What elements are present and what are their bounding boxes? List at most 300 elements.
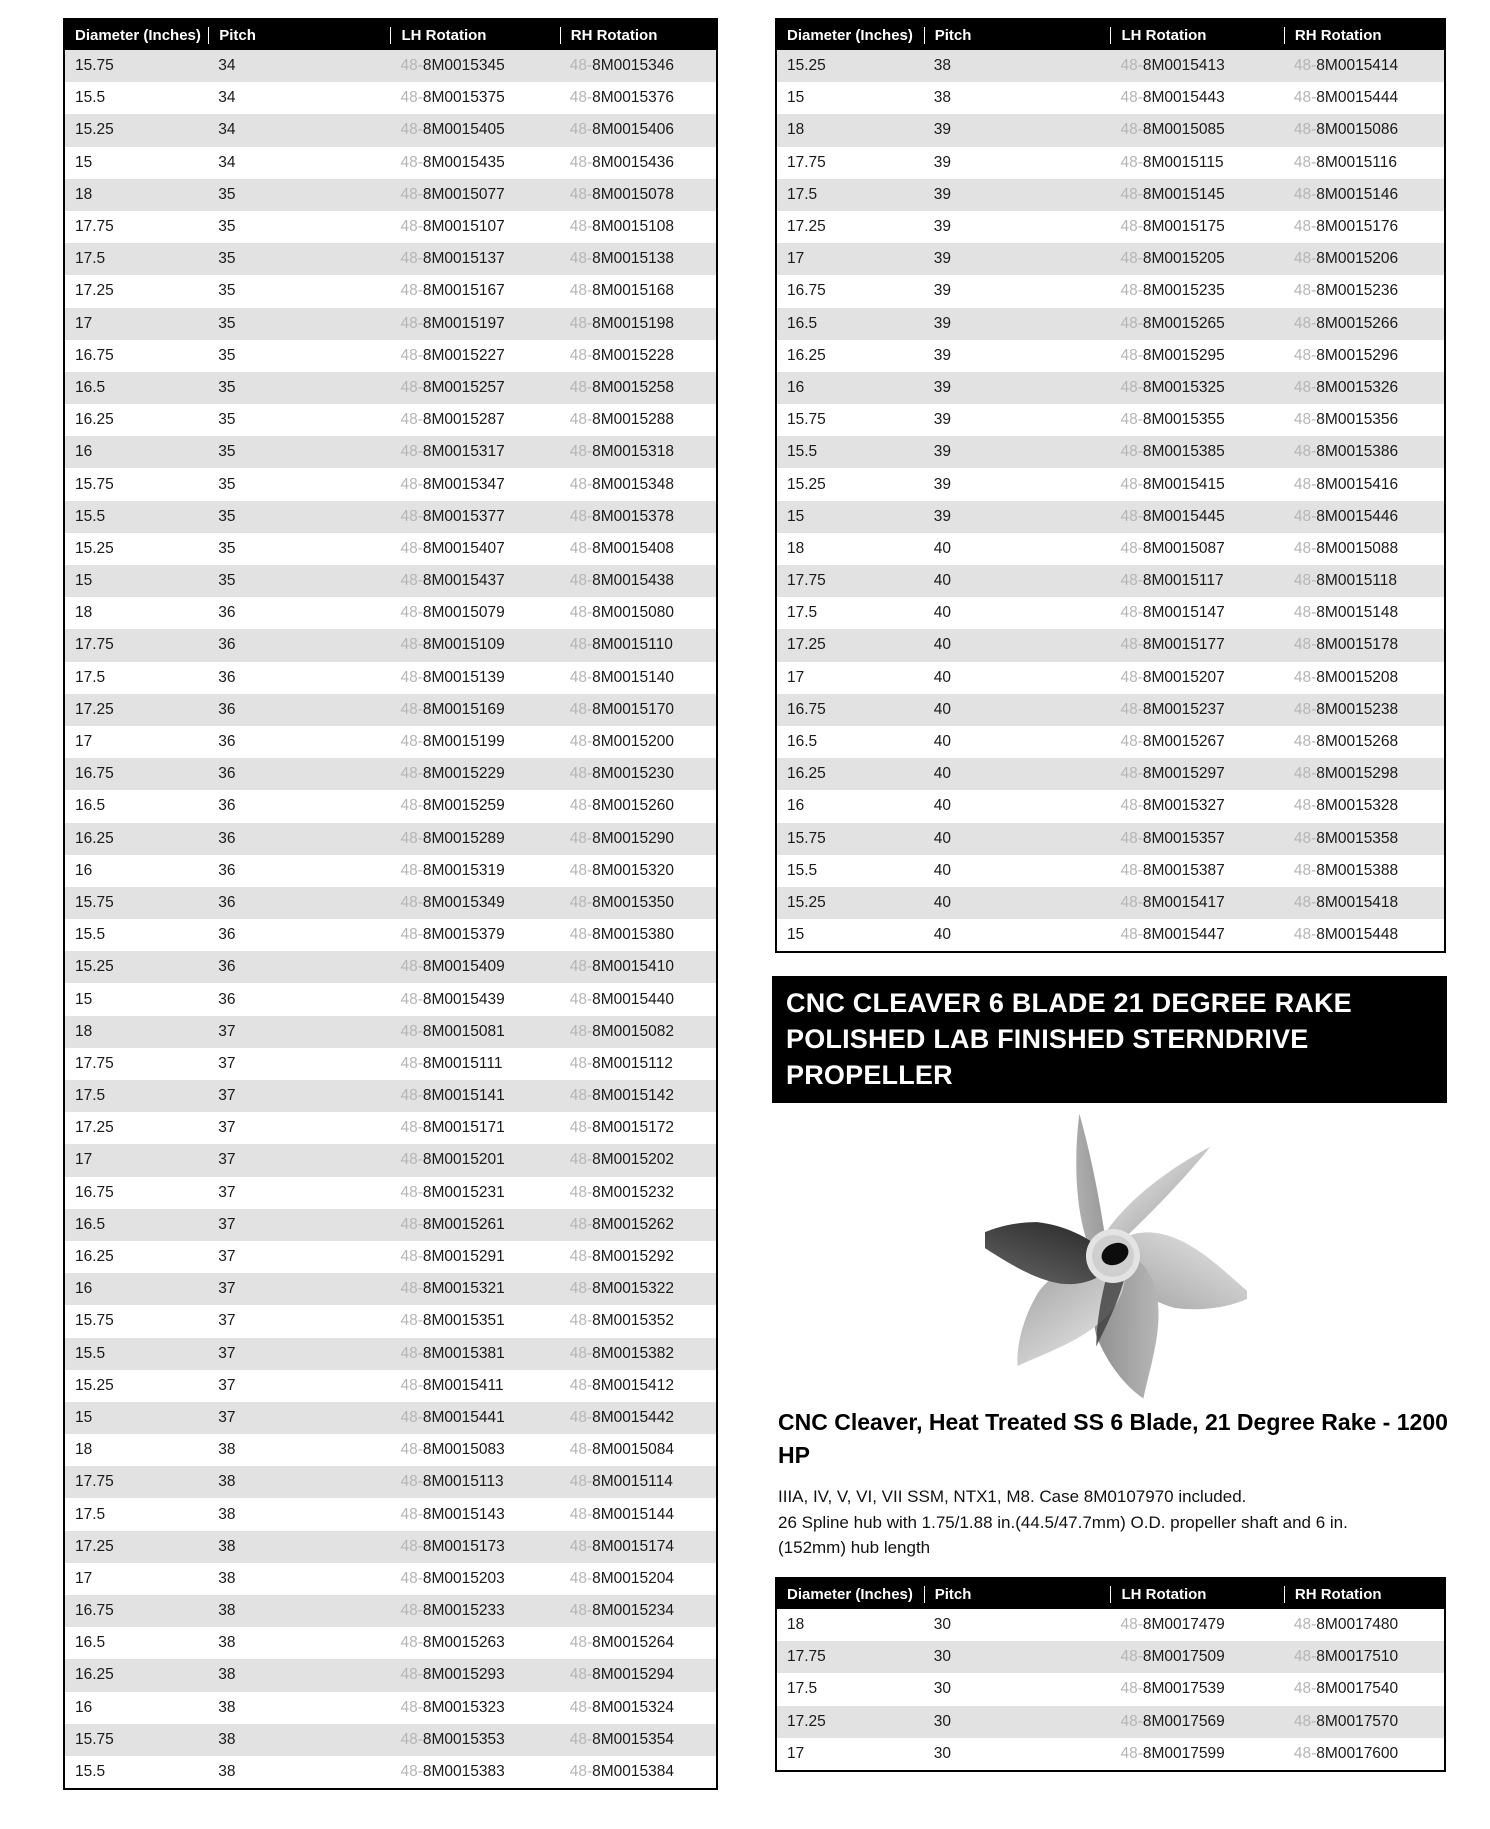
part-number: 8M0015322 (592, 1280, 675, 1298)
rh-part-number (560, 991, 716, 1009)
pitch-cell: 36 (218, 636, 236, 654)
part-number: 8M0015384 (592, 1763, 675, 1781)
lh-part-number (1110, 1648, 1283, 1666)
pitch-cell: 40 (933, 572, 951, 590)
table-row (777, 501, 1444, 533)
part-prefix: 48- (569, 1634, 593, 1652)
pitch-cell: 39 (933, 443, 951, 461)
part-prefix: 48- (400, 475, 423, 493)
pitch-cell: 39 (933, 411, 951, 429)
lh-part-number (390, 1538, 559, 1556)
rh-part-number (560, 282, 716, 300)
diameter-cell: 15.25 (787, 893, 826, 911)
column-header: LH Rotation (1110, 27, 1283, 44)
part-number: 8M0015439 (422, 990, 505, 1008)
lh-part-number (390, 1441, 559, 1459)
part-number: 8M0015385 (1142, 443, 1225, 461)
lh-part-number (390, 1312, 559, 1330)
table-row (65, 1724, 716, 1756)
table-row (777, 855, 1444, 887)
pitch-cell: 35 (218, 539, 236, 557)
part-number: 8M0015346 (592, 57, 675, 75)
lh-part-number (390, 121, 559, 139)
part-prefix: 48- (1293, 282, 1317, 300)
pitch-cell: 34 (218, 121, 236, 139)
part-number: 8M0015086 (1316, 121, 1399, 139)
lh-part-number (390, 1731, 559, 1749)
banner-line-3: PROPELLER (786, 1060, 953, 1090)
table-row (777, 468, 1444, 500)
part-prefix: 48- (569, 282, 593, 300)
part-prefix: 48- (1293, 1680, 1317, 1698)
table-row (65, 533, 716, 565)
lh-part-number (1110, 894, 1283, 912)
diameter-cell: 17.25 (787, 218, 826, 236)
part-number: 8M0015116 (1316, 153, 1398, 171)
table-row (777, 114, 1444, 146)
part-prefix: 48- (569, 1537, 593, 1555)
part-prefix: 48- (1293, 539, 1317, 557)
column-header: Diameter (Inches) (75, 26, 201, 44)
part-number: 8M0017479 (1142, 1616, 1225, 1634)
part-number: 8M0015147 (1142, 604, 1225, 622)
pitch-cell: 30 (933, 1648, 951, 1666)
pitch-cell: 38 (218, 1602, 236, 1620)
rh-part-number (1284, 282, 1444, 300)
product-description-line-2: 26 Spline hub with 1.75/1.88 in.(44.5/47.7mm) O.D. propeller shaft and 6 in. (778, 1512, 1348, 1532)
table-row (777, 147, 1444, 179)
rh-part-number (1284, 508, 1444, 526)
part-number: 8M0015109 (422, 636, 505, 654)
part-number: 8M0015088 (1316, 539, 1399, 557)
pitch-cell: 39 (933, 507, 951, 525)
part-number: 8M0015440 (592, 990, 675, 1008)
lh-part-number (390, 218, 559, 236)
part-prefix: 48- (1293, 1648, 1317, 1666)
lh-part-number (1110, 636, 1283, 654)
table-row (65, 340, 716, 372)
part-prefix: 48- (1120, 1680, 1143, 1698)
rh-part-number (560, 894, 716, 912)
table-header-row (777, 1579, 1444, 1609)
rh-part-number (560, 572, 716, 590)
table-row (65, 887, 716, 919)
part-prefix: 48- (569, 893, 593, 911)
rh-part-number (560, 797, 716, 815)
part-prefix: 48- (400, 153, 423, 171)
lh-part-number (390, 508, 559, 526)
part-number: 8M0015200 (592, 733, 675, 751)
part-prefix: 48- (400, 1087, 423, 1105)
part-prefix: 48- (400, 218, 423, 236)
lh-part-number (390, 1473, 559, 1491)
part-number: 8M0015202 (592, 1151, 675, 1169)
product-description-line-1: IIIA, IV, V, VI, VII SSM, NTX1, M8. Case 8M0107970 included. (778, 1487, 1247, 1506)
pitch-cell: 35 (218, 443, 236, 461)
pitch-cell: 40 (933, 604, 951, 622)
part-prefix: 48- (400, 121, 423, 139)
pitch-cell: 36 (218, 861, 236, 879)
pitch-cell: 30 (933, 1680, 951, 1698)
part-number: 8M0015320 (592, 861, 675, 879)
part-number: 8M0015112 (592, 1054, 673, 1072)
rh-part-number (560, 57, 716, 75)
lh-part-number (1110, 186, 1283, 204)
part-prefix: 48- (400, 1408, 423, 1426)
part-number: 8M0015173 (422, 1537, 505, 1555)
part-number: 8M0015298 (1316, 765, 1399, 783)
pitch-cell: 38 (218, 1730, 236, 1748)
part-number: 8M0015077 (422, 185, 505, 203)
rh-part-number (560, 733, 716, 751)
part-prefix: 48- (569, 1151, 593, 1169)
rh-part-number (1284, 186, 1444, 204)
pitch-cell: 36 (218, 990, 236, 1008)
rh-part-number (560, 89, 716, 107)
part-prefix: 48- (569, 572, 593, 590)
part-number: 8M0015169 (422, 700, 505, 718)
diameter-cell: 15.75 (75, 1730, 114, 1748)
part-number: 8M0015178 (1316, 636, 1399, 654)
table-row (65, 1498, 716, 1530)
table-row (65, 629, 716, 661)
part-prefix: 48- (569, 990, 593, 1008)
part-number: 8M0017510 (1316, 1648, 1399, 1666)
part-number: 8M0015168 (592, 282, 675, 300)
part-number: 8M0015387 (1142, 861, 1225, 879)
pitch-cell: 38 (933, 57, 951, 75)
part-prefix: 48- (1120, 893, 1143, 911)
lh-part-number (390, 1699, 559, 1717)
lh-part-number (390, 186, 559, 204)
table-row (65, 694, 716, 726)
part-number: 8M0015177 (1142, 636, 1225, 654)
part-prefix: 48- (569, 411, 593, 429)
diameter-cell: 17.75 (787, 572, 826, 590)
part-prefix: 48- (569, 733, 593, 751)
pitch-cell: 36 (218, 829, 236, 847)
part-number: 8M0015417 (1142, 893, 1225, 911)
lh-part-number (1110, 1616, 1283, 1634)
part-number: 8M0015145 (1142, 185, 1225, 203)
pitch-cell: 40 (933, 539, 951, 557)
rh-part-number (1284, 830, 1444, 848)
part-prefix: 48- (400, 443, 423, 461)
pitch-cell: 34 (218, 89, 236, 107)
lh-part-number (390, 830, 559, 848)
table-row (65, 1338, 716, 1370)
rh-part-number (1284, 1713, 1444, 1731)
part-number: 8M0015328 (1316, 797, 1399, 815)
part-prefix: 48- (569, 797, 593, 815)
pitch-cell: 35 (218, 507, 236, 525)
part-number: 8M0015412 (592, 1376, 675, 1394)
pitch-cell: 34 (218, 57, 236, 75)
part-number: 8M0015229 (422, 765, 505, 783)
part-number: 8M0017570 (1316, 1712, 1399, 1730)
diameter-cell: 16 (75, 861, 93, 879)
diameter-cell: 16 (787, 378, 805, 396)
part-number: 8M0015258 (592, 378, 675, 396)
diameter-cell: 17.75 (75, 1054, 114, 1072)
column-header: Pitch (208, 27, 390, 44)
part-number: 8M0015237 (1142, 700, 1225, 718)
part-prefix: 48- (1120, 89, 1143, 107)
pitch-cell: 39 (933, 153, 951, 171)
part-prefix: 48- (1120, 153, 1143, 171)
lh-part-number (390, 958, 559, 976)
table-row (65, 1016, 716, 1048)
part-number: 8M0015407 (422, 539, 505, 557)
table-row (65, 758, 716, 790)
column-header: RH Rotation (1284, 1586, 1444, 1603)
diameter-cell: 15.25 (75, 121, 114, 139)
rh-part-number (560, 1280, 716, 1298)
part-prefix: 48- (400, 346, 423, 364)
diameter-cell: 15.75 (787, 829, 826, 847)
part-prefix: 48- (569, 1569, 593, 1587)
lh-part-number (390, 282, 559, 300)
part-number: 8M0015437 (422, 572, 505, 590)
diameter-cell: 15 (787, 926, 805, 944)
pitch-cell: 36 (218, 958, 236, 976)
diameter-cell: 18 (75, 604, 93, 622)
part-prefix: 48- (569, 1248, 593, 1266)
part-number: 8M0015287 (422, 411, 505, 429)
lh-part-number (390, 1119, 559, 1137)
table-header-row (777, 20, 1444, 50)
part-prefix: 48- (569, 1505, 593, 1523)
part-number: 8M0015352 (592, 1312, 675, 1330)
part-number: 8M0015381 (422, 1344, 505, 1362)
part-prefix: 48- (1293, 346, 1317, 364)
table-row (65, 919, 716, 951)
rh-part-number (560, 476, 716, 494)
pitch-cell: 36 (218, 797, 236, 815)
table-row (65, 1209, 716, 1241)
part-number: 8M0015358 (1316, 829, 1399, 847)
pitch-cell: 39 (933, 282, 951, 300)
part-number: 8M0015413 (1142, 57, 1225, 75)
part-number: 8M0015351 (422, 1312, 505, 1330)
part-prefix: 48- (400, 604, 423, 622)
rh-part-number (560, 1634, 716, 1652)
part-prefix: 48- (569, 346, 593, 364)
part-number: 8M0015435 (422, 153, 505, 171)
table-row (65, 823, 716, 855)
lh-part-number (390, 862, 559, 880)
rh-part-number (560, 830, 716, 848)
rh-part-number (560, 1151, 716, 1169)
diameter-cell: 17.25 (787, 636, 826, 654)
table-row (65, 855, 716, 887)
part-prefix: 48- (1293, 765, 1317, 783)
lh-part-number (1110, 476, 1283, 494)
diameter-cell: 16.75 (787, 700, 826, 718)
part-prefix: 48- (569, 539, 593, 557)
part-prefix: 48- (1293, 700, 1317, 718)
table-row (65, 1659, 716, 1691)
diameter-cell: 15 (75, 153, 93, 171)
table-row (777, 1673, 1444, 1705)
pitch-cell: 37 (218, 1344, 236, 1362)
part-prefix: 48- (1293, 829, 1317, 847)
column-header: RH Rotation (560, 27, 716, 44)
lh-part-number (390, 1248, 559, 1266)
lh-part-number (390, 1055, 559, 1073)
part-prefix: 48- (1293, 1712, 1317, 1730)
table-row (777, 694, 1444, 726)
lh-part-number (1110, 250, 1283, 268)
part-prefix: 48- (569, 218, 593, 236)
pitch-cell: 40 (933, 893, 951, 911)
table-row (777, 597, 1444, 629)
part-number: 8M0015199 (422, 733, 505, 751)
part-prefix: 48- (1293, 604, 1317, 622)
part-prefix: 48- (400, 282, 423, 300)
lh-part-number (390, 1506, 559, 1524)
diameter-cell: 15.5 (75, 1763, 106, 1781)
pitch-cell: 38 (218, 1698, 236, 1716)
part-prefix: 48- (1293, 218, 1317, 236)
part-number: 8M0015263 (422, 1634, 505, 1652)
part-prefix: 48- (1293, 668, 1317, 686)
pitch-cell: 36 (218, 700, 236, 718)
rh-part-number (1284, 315, 1444, 333)
table-row (65, 790, 716, 822)
rh-part-number (1284, 862, 1444, 880)
table-row (65, 1370, 716, 1402)
part-prefix: 48- (400, 1441, 423, 1459)
pitch-cell: 30 (933, 1744, 951, 1762)
part-number: 8M0015137 (422, 250, 505, 268)
rh-part-number (560, 1248, 716, 1266)
part-number: 8M0017569 (1142, 1712, 1225, 1730)
diameter-cell: 15.5 (75, 507, 106, 525)
pitch-cell: 35 (218, 250, 236, 268)
table-row (777, 887, 1444, 919)
pitch-cell: 37 (218, 1054, 236, 1072)
part-prefix: 48- (569, 1054, 593, 1072)
table-row (65, 1402, 716, 1434)
part-number: 8M0015319 (422, 861, 505, 879)
part-number: 8M0015083 (422, 1441, 505, 1459)
part-number: 8M0017599 (1142, 1744, 1225, 1762)
lh-part-number (1110, 282, 1283, 300)
part-number: 8M0015405 (422, 121, 505, 139)
rh-part-number (1284, 347, 1444, 365)
table-row (65, 951, 716, 983)
prop-table-pitch-34-38 (63, 18, 718, 1790)
part-number: 8M0015080 (592, 604, 675, 622)
part-number: 8M0017600 (1316, 1744, 1399, 1762)
diameter-cell: 17.25 (75, 1119, 114, 1137)
part-prefix: 48- (400, 958, 423, 976)
part-prefix: 48- (569, 765, 593, 783)
rh-part-number (1284, 443, 1444, 461)
part-number: 8M0015288 (592, 411, 675, 429)
part-number: 8M0015232 (592, 1183, 675, 1201)
part-number: 8M0015411 (422, 1376, 504, 1394)
table-row (65, 179, 716, 211)
part-number: 8M0015441 (422, 1408, 505, 1426)
part-prefix: 48- (569, 1119, 593, 1137)
rh-part-number (560, 669, 716, 687)
part-number: 8M0015442 (592, 1408, 675, 1426)
lh-part-number (390, 250, 559, 268)
rh-part-number (560, 765, 716, 783)
pitch-cell: 37 (218, 1312, 236, 1330)
part-number: 8M0015143 (422, 1505, 505, 1523)
prop-table-pitch-38-40 (775, 18, 1446, 953)
rh-part-number (560, 1763, 716, 1781)
diameter-cell: 17.75 (75, 636, 114, 654)
diameter-cell: 18 (787, 121, 805, 139)
table-row (777, 790, 1444, 822)
diameter-cell: 17.5 (75, 250, 106, 268)
part-number: 8M0015357 (1142, 829, 1225, 847)
part-number: 8M0015380 (592, 926, 675, 944)
rh-part-number (560, 701, 716, 719)
part-number: 8M0015078 (592, 185, 675, 203)
pitch-cell: 35 (218, 314, 236, 332)
part-prefix: 48- (569, 1183, 593, 1201)
part-prefix: 48- (569, 1022, 593, 1040)
diameter-cell: 16.75 (75, 765, 114, 783)
part-prefix: 48- (400, 539, 423, 557)
rh-part-number (560, 1087, 716, 1105)
part-prefix: 48- (1120, 797, 1143, 815)
part-number: 8M0015406 (592, 121, 675, 139)
part-number: 8M0015176 (1316, 218, 1399, 236)
diameter-cell: 17.5 (75, 1087, 106, 1105)
column-header: RH Rotation (1284, 27, 1444, 44)
rh-part-number (1284, 540, 1444, 558)
lh-part-number (1110, 57, 1283, 75)
part-number: 8M0015139 (422, 668, 505, 686)
part-number: 8M0015323 (422, 1698, 505, 1716)
part-prefix: 48- (400, 700, 423, 718)
rh-part-number (1284, 1616, 1444, 1634)
part-prefix: 48- (569, 1473, 593, 1491)
rh-part-number (1284, 926, 1444, 944)
table-row (65, 82, 716, 114)
part-prefix: 48- (1293, 797, 1317, 815)
part-number: 8M0015443 (1142, 89, 1225, 107)
lh-part-number (390, 701, 559, 719)
part-prefix: 48- (1120, 926, 1143, 944)
part-prefix: 48- (400, 1280, 423, 1298)
part-prefix: 48- (1120, 250, 1143, 268)
rh-part-number (560, 540, 716, 558)
table-row (65, 275, 716, 307)
lh-part-number (1110, 862, 1283, 880)
pitch-cell: 40 (933, 797, 951, 815)
table-row (65, 1112, 716, 1144)
part-number: 8M0015201 (422, 1151, 505, 1169)
part-number: 8M0015353 (422, 1730, 505, 1748)
part-prefix: 48- (400, 861, 423, 879)
table-row (777, 372, 1444, 404)
rh-part-number (1284, 733, 1444, 751)
part-prefix: 48- (569, 636, 593, 654)
part-prefix: 48- (569, 1087, 593, 1105)
part-number: 8M0015082 (592, 1022, 675, 1040)
part-prefix: 48- (1120, 282, 1143, 300)
part-prefix: 48- (400, 411, 423, 429)
diameter-cell: 16 (75, 1698, 93, 1716)
part-prefix: 48- (1293, 411, 1317, 429)
